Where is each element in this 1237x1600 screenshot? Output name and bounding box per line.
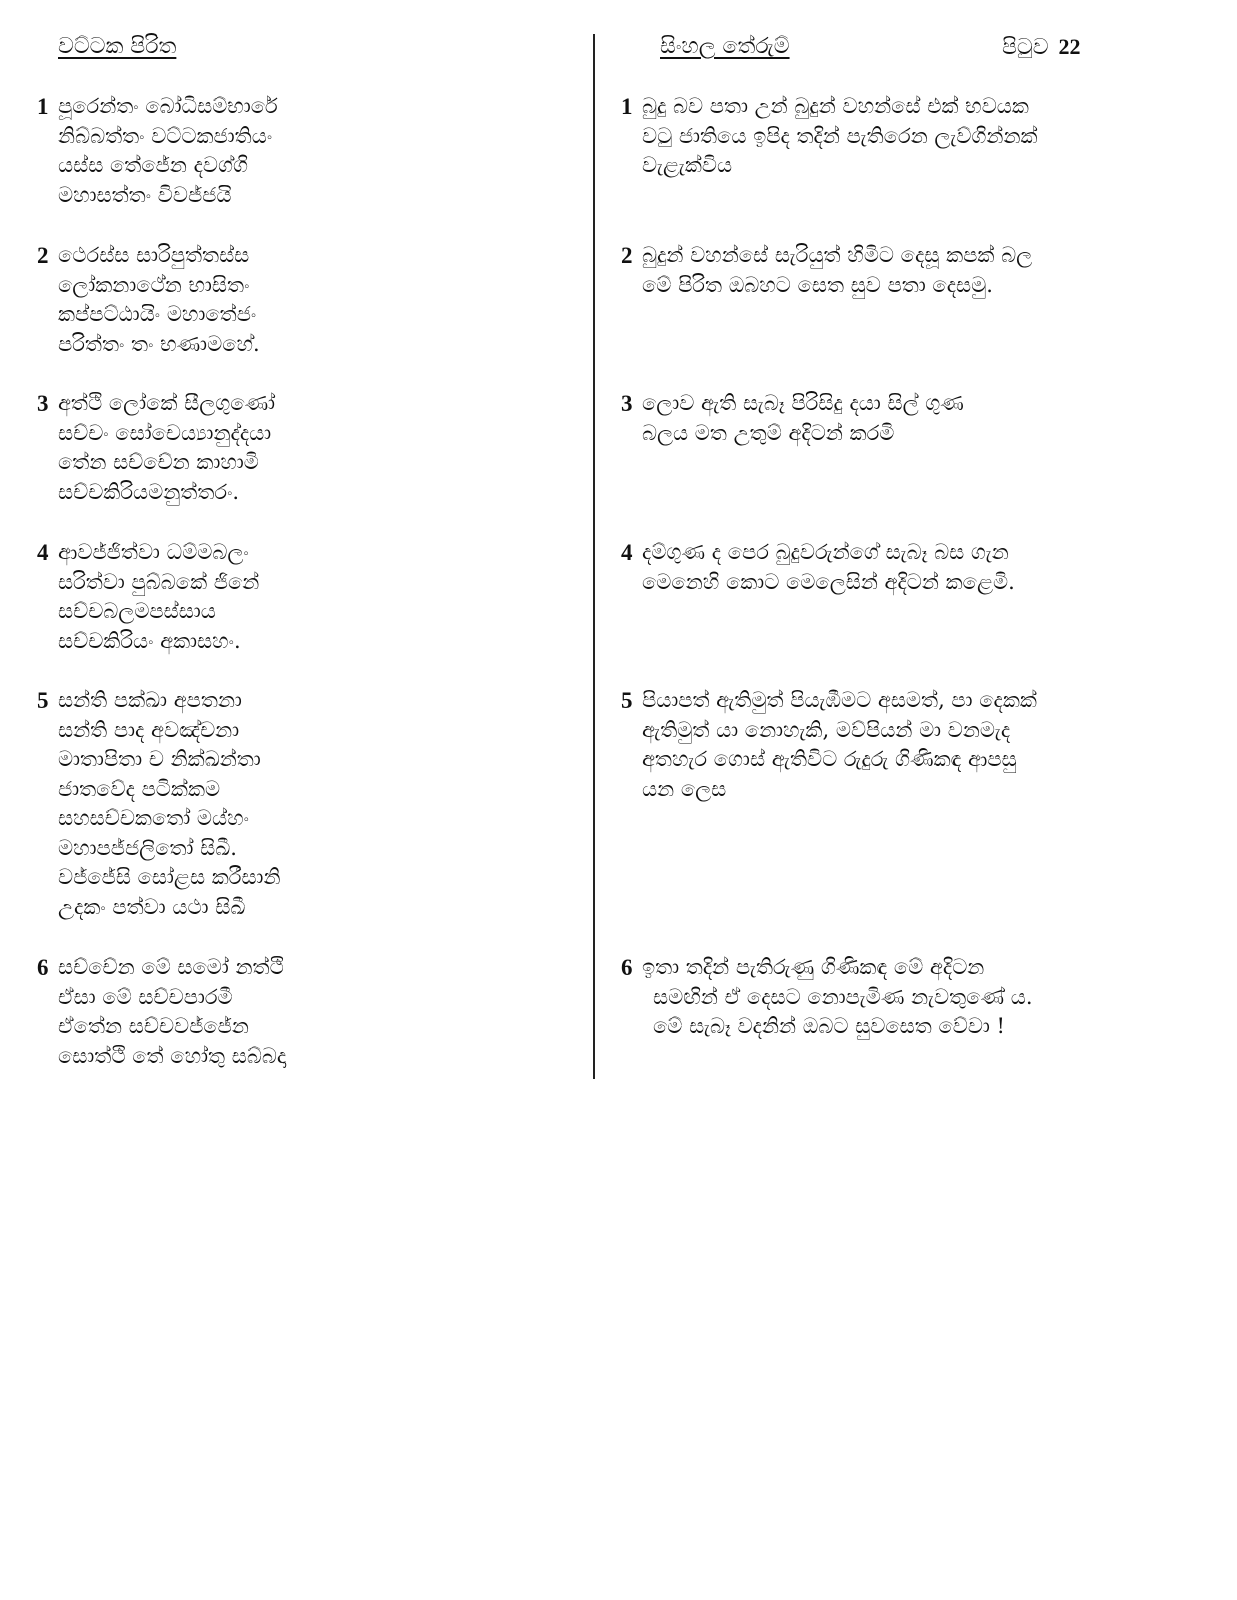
- verse-line: මහාපජ්ජලිතෝ සිඛී.: [58, 835, 237, 860]
- verse-number: 5: [621, 688, 633, 713]
- column-divider: [593, 34, 595, 1079]
- verse-line: ඒසා මේ සච්චපාරමී: [58, 984, 233, 1009]
- pali-verse: [37, 538, 259, 656]
- verse-line: සච්චං සෝචෙය්‍යානුද්දයා: [58, 420, 272, 445]
- verse-line: සරිත්වා පුබ්බකේ ජිනේ: [58, 569, 260, 594]
- verse-line: සොත්ථි තේ හෝතු සබ්බදා: [58, 1043, 287, 1068]
- page-label: පිටුව: [1002, 35, 1049, 60]
- pali-verse: [37, 686, 281, 922]
- verse-line: මාතාපිතා ච නික්ඛන්තා: [58, 747, 261, 771]
- verse-line: යස්ස තේජේන දවග්ගි: [58, 153, 249, 177]
- verse-line: කප්පට්ඨායිං මහාතේජං: [58, 302, 257, 326]
- page-indicator: [1002, 34, 1081, 60]
- verse-line: උදකං පත්වා යථා සිඛී: [58, 894, 246, 919]
- verse-line: මේ සැබෑ වදනින් ඔබට සුවසෙත වේවා !: [653, 1014, 1005, 1038]
- verse-line: අත්ථි ලෝකේ සීලගුණෝ: [58, 391, 276, 415]
- translation-verse: [621, 92, 1038, 181]
- translation-verse: [621, 538, 1015, 597]
- verse-number: 3: [621, 391, 633, 416]
- pali-column-title: වට්ටක පිරිත: [58, 34, 177, 59]
- verse-line: ථෙරස්ස සාරිපුත්තස්ස: [58, 243, 250, 267]
- verse-line: ඉතා තදින් පැතිරුණු ගිණිකඳ මේ අදිටන: [642, 955, 985, 979]
- pali-verse: [37, 389, 275, 507]
- verse-line: මහාසත්තං විවජ්ජයි: [58, 182, 232, 207]
- verse-line: ඒතේන සච්චවජ්ජේන: [58, 1014, 249, 1038]
- verse-line: සච්චේන මේ සමෝ නත්ථි: [58, 955, 284, 979]
- verse-line: මෙනෙහි කොට මෙලෙසින් අදිටන් කළෙමි.: [642, 569, 1015, 594]
- pali-verse: [37, 241, 260, 359]
- verse-line: වැළැක්විය: [642, 153, 733, 177]
- verse-line: ජාතවේද පටික්කම: [58, 776, 221, 801]
- verse-line: සච්චකිරියං අකාසහං.: [58, 628, 241, 653]
- verse-number: 4: [621, 540, 633, 565]
- verse-line: පූරෙන්තං බෝධිසම්භාරේ: [58, 94, 278, 118]
- verse-line: සමඟින් ඒ දෙසට නොපැමිණ නැවතුණේ ය.: [653, 984, 1033, 1009]
- verse-line: බලය මත උතුම් අදිටන් කරමි: [642, 420, 895, 445]
- verse-line: දම්ගුණ ද පෙර බුදුවරුන්ගේ සැබෑ බස ගැන: [642, 540, 1009, 564]
- verse-number: 1: [621, 94, 633, 119]
- verse-line: තේන සච්චේන කාහාමි: [58, 450, 259, 474]
- verse-line: බුදු බව පතා උන් බුදුන් වහන්සේ එක් භවයක: [642, 94, 1029, 118]
- verse-line: සහසච්චකතෝ මය්හං: [58, 806, 249, 830]
- verse-line: පරිත්තං තං භණාමහේ.: [58, 331, 260, 356]
- verse-line: ඇතිමුත් යා නොහැකි, මව්පියන් මා වනමැද: [642, 717, 1011, 742]
- translation-verse: [621, 686, 1037, 804]
- verse-line: අතහැර ගොස් ඇතිවිට රුදුරු ගිණිකඳ ආපසු: [642, 747, 1017, 771]
- verse-number: 2: [37, 243, 49, 268]
- verse-line: ආවජ්ජිත්වා ධම්මබලං: [58, 540, 249, 564]
- verse-line: ලොව ඇති සැබෑ පිරිසිදු දයා සිල් ගුණ: [642, 391, 964, 415]
- verse-number: 6: [621, 955, 633, 980]
- verse-number: 3: [37, 391, 49, 416]
- verse-line: මේ පිරිත ඔබහට සෙත සුව පතා දෙසමු.: [642, 272, 993, 297]
- verse-line: වජ්ජේසි සෝළස කරීසානි: [58, 865, 281, 889]
- verse-line: නිබ්බත්තං වට්ටකජාතියං: [58, 123, 273, 148]
- verse-number: 1: [37, 94, 49, 119]
- translation-verse: [621, 241, 1032, 300]
- translation-verse: [621, 953, 1033, 1042]
- verse-number: 6: [37, 955, 49, 980]
- verse-line: පියාපත් ඇතිමුත් පියැඹීමට අසමත්, පා දෙකක්: [642, 688, 1037, 712]
- translation-verse: [621, 389, 964, 448]
- verse-line: සන්ති පාද අවඤ්චනා: [58, 717, 240, 742]
- verse-line: සච්චකිරියමනුත්තරං.: [58, 479, 240, 504]
- verse-line: සන්ති පක්ඛා අපතනා: [58, 688, 242, 712]
- pali-verse: [37, 92, 278, 210]
- verse-number: 5: [37, 688, 49, 713]
- verse-line: වටු ජාතියෙ ඉපිද තදින් පැතිරෙන ලැව්ගින්නක්: [642, 123, 1038, 148]
- verse-line: බුදුන් වහන්සේ සැරියුත් හිමිට දෙසූ කපක් බල: [642, 243, 1033, 267]
- page-number: 22: [1058, 34, 1081, 59]
- translation-column-title: සිංහල තේරුම්: [660, 34, 790, 59]
- verse-line: සච්චබලමපස්සාය: [58, 599, 216, 623]
- verse-line: ලෝකනාථේන භාසිතං: [58, 272, 250, 297]
- verse-number: 4: [37, 540, 49, 565]
- verse-line: යන ලෙස: [642, 776, 727, 801]
- pali-verse: [37, 953, 286, 1071]
- verse-number: 2: [621, 243, 633, 268]
